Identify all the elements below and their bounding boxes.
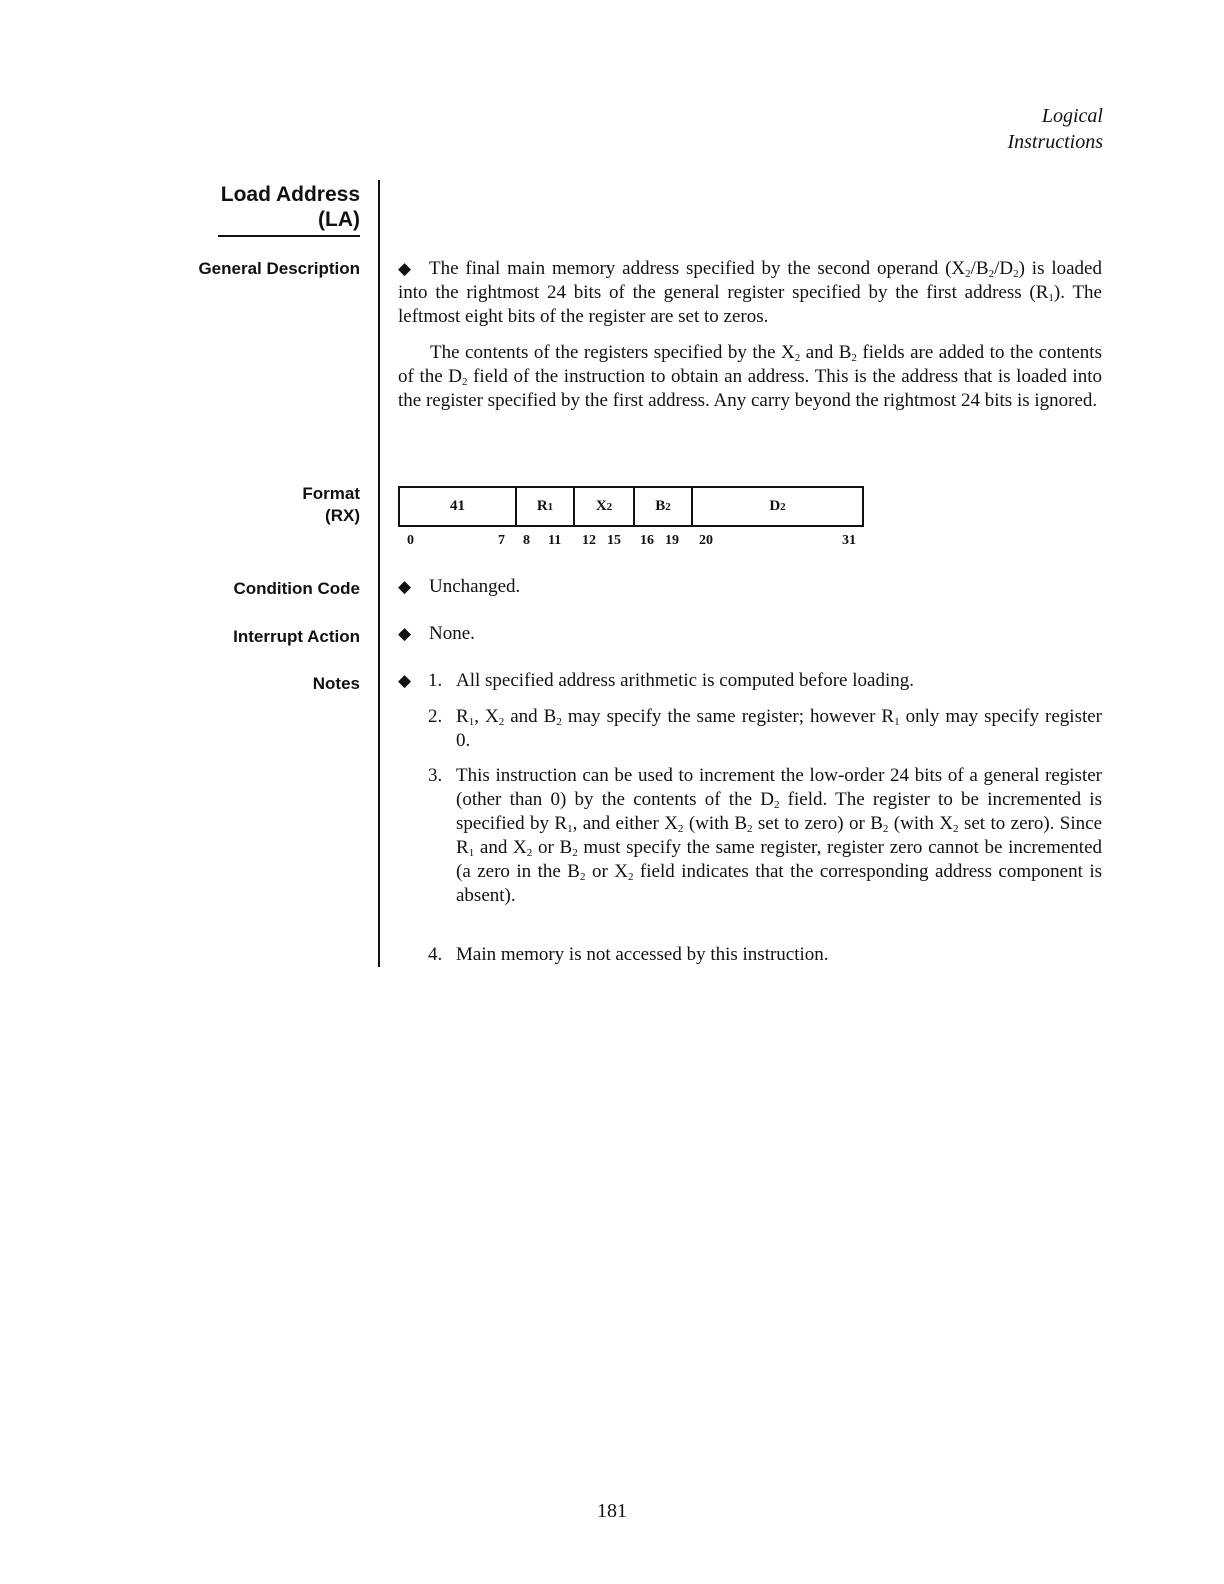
heading-format-line1: Format	[302, 484, 360, 503]
interrupt-action-body	[398, 622, 1102, 646]
diamond-bullet-icon: ◆	[398, 624, 412, 643]
interrupt-action-text: None.	[429, 623, 475, 644]
description-paragraph-1: ◆ The final main memory address specified by the second operand $(X_2/B_2/D_2)$ is loaded into the rightmost 24 bits of the general register specified by the first address $(R_1)$. The leftmost eight bits of the register are set to zeros.	[398, 258, 1102, 327]
heading-format	[302, 483, 360, 527]
heading-general-description: General Description	[198, 259, 360, 278]
condition-code-text: Unchanged.	[429, 576, 521, 597]
description-paragraph-2: The contents of the registers specified by the $X_2$ and $B_2$ fields are added to the contents of the $D_2$ field of the instruction to obtain an address. This is the address that is loaded into the register specified by the first address. Any carry beyond the rightmost 24 bits is ignored.	[398, 342, 1102, 411]
running-head-line1: Logical	[1041, 105, 1103, 127]
field-opcode: 41	[450, 498, 465, 514]
field-d2: D 2	[769, 498, 786, 514]
instruction-title	[218, 182, 360, 237]
note-2: 2. $R_1$, $X_2$ and $B_2$ may specify the same register; however $R_1$ only may specify register 0.	[428, 706, 1102, 751]
bit-label: 20	[699, 533, 713, 548]
bit-label: 31	[842, 533, 856, 548]
bit-label: 8	[523, 533, 530, 548]
note-1: 1. All specified address arithmetic is computed before loading.	[428, 670, 914, 691]
note-3: 3. This instruction can be used to increment the low-order 24 bits of a general register (other than 0) by the contents of the $D_2$ field. The register to be incremented is specified by $R_1$, and either $X_2$ (with $B_2$ set to zero) or $B_2$ (with $X_2$ set to zero). Since $R_1$ and $X_2$ or $B_2$ must specify the same register, register zero cannot be incremented (a zero in the $B_2$ or $X_2$ field indicates that the corresponding address component is absent).	[428, 765, 1103, 906]
note-4: 4. Main memory is not accessed by this instruction.	[428, 944, 829, 965]
notes-bullet	[398, 669, 428, 693]
diamond-bullet-icon: ◆	[398, 671, 412, 690]
bit-label: 19	[665, 533, 679, 548]
field-r1: R 1	[536, 498, 554, 514]
condition-code-body	[398, 575, 1102, 599]
diamond-bullet-icon: ◆	[398, 577, 412, 596]
bit-label: 0	[407, 533, 414, 548]
heading-interrupt-action: Interrupt Action	[233, 627, 360, 646]
field-x2: X 2	[595, 498, 613, 514]
heading-format-line2: (RX)	[325, 506, 360, 525]
heading-notes: Notes	[312, 674, 360, 693]
general-description-body	[398, 257, 1102, 413]
vertical-rule	[378, 180, 380, 967]
rx-format-diagram	[398, 486, 864, 527]
title-line1: Load Address	[220, 183, 360, 206]
field-b2: B 2	[655, 498, 671, 514]
bit-label: 7	[498, 533, 505, 548]
heading-condition-code: Condition Code	[233, 579, 360, 598]
bit-label: 11	[548, 533, 562, 548]
running-head	[1007, 103, 1103, 155]
diamond-bullet-icon: ◆	[398, 259, 412, 278]
bit-label: 12	[582, 533, 596, 548]
page-number: 181	[597, 1500, 627, 1522]
title-line2: (LA)	[318, 208, 360, 231]
running-head-line2: Instructions	[1007, 131, 1103, 153]
bit-label: 15	[607, 533, 621, 548]
bit-label: 16	[640, 533, 654, 548]
